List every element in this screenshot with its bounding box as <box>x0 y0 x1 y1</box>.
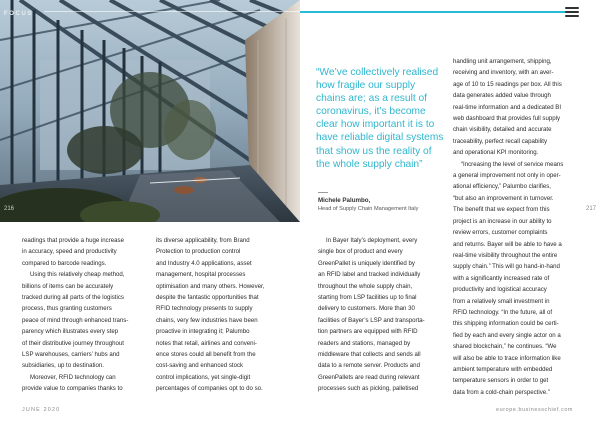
footer-website-link[interactable]: europe.businesschief.com <box>496 407 574 413</box>
footer-issue-date: JUNE 2020 <box>22 407 61 413</box>
page-number-left: 216 <box>4 206 15 212</box>
quote-divider <box>318 192 328 193</box>
quote-author-role: Head of Supply Chain Management Italy <box>318 206 419 212</box>
hamburger-menu-icon[interactable] <box>565 6 579 18</box>
header-accent-line <box>300 11 570 13</box>
header-rule-left <box>44 11 300 12</box>
body-column-2: its diverse applicability, from Brand Protection to production control and Industry 4.0 applications, asset management, hospital processes optimisation and many others. However, despite the fantastic opportunities that RFID technology presents to supply chains, very few industries have been proactive in integrating it; Palumbo notes that retail, airlines and conveni- ence stores could all benefit from the cost-saving and enhanced stock control implications, yet single-digit percentages of companies opt to do so. <box>156 237 265 393</box>
pull-quote: “We’ve collectively realised how fragile our supply chains are; as a result of coronavirus, it’s become clear how important it is to have reliable digital systems that show us the reality of the whole supply chain” <box>316 67 444 170</box>
quote-author: Michele Palumbo, <box>318 197 371 204</box>
body-column-3: In Bayer Italy’s deployment, every single box of product and every GreenPallet is uniquely identified by an RFID label and tracked individually throughout the whole supply chain, starting from LSP facilities up to final delivery to customers. More than 30 facilities of Bayer’s LSP and transporta- tion partners are equipped with RFID readers and stations, managed by middleware that collects and sends all data to a remote server. Products and GreenPallets are read during relevant processes such as picking, palletised <box>318 237 425 393</box>
greenhouse-photo <box>0 0 300 222</box>
page-number-right: 217 <box>586 206 597 212</box>
section-brand: FOCUS <box>4 11 33 17</box>
body-column-1: readings that provide a huge increase in accuracy, speed and productivity compared to barcode readings. Using this relatively cheap method, billions of items can be accurately tracked during all parts of the logistics process, thus granting customers peace of mind through enhanced trans- parency which illustrates every step of their distributive journey throughout LSP warehouses, carriers’ hubs and subsidiaries, up to destination. Moreover, RFID technology can provide value to companies thanks to <box>22 237 129 393</box>
body-column-4: handling unit arrangement, shipping, receiving and inventory, with an aver- age of 10 to 15 readings per box. All this data generates added value through real-time information and a dedicated BI web dashboard that provides full supply chain visibility, detailed and accurate traceability, perfect recall capability and operational KPI monitoring. “Increasing the level of service means a general improvement not only in oper- ational efficiency,” Palumbo clarifies, “but also an improvement in turnover. The benefit that we expect from this project is an increase in our ability to review errors, customer complaints and returns. Bayer will be able to have a real-time visibility throughout the entire supply chain.” This will go hand-in-hand with a significantly increased rate of productivity and logistical accuracy from a relatively small investment in RFID technology. “In the future, all of this shipping information could be certi- fied by each and every single actor on a shared blockchain,” he continues. “We will also be able to trace information like ambient temperature with embedded temperature sensors in order to get data from a cold-chain perspective.” <box>453 58 564 396</box>
